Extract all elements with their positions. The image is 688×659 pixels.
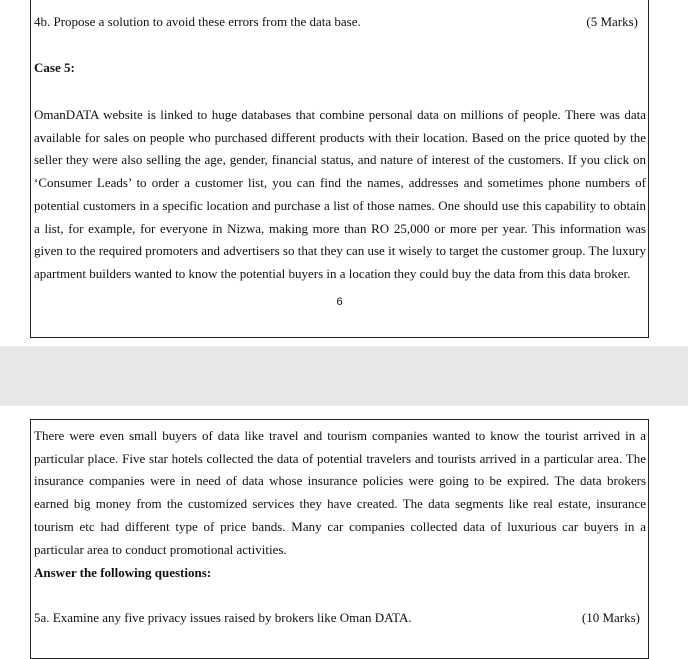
case-title: Case 5:	[34, 60, 75, 75]
continuation-paragraph: There were even small buyers of data like travel and tourism companies wanted to know the tourist arrived in a particular place. Five star hotels collected the data of potential travelers and tourists arrived in a particular area. The insurance companies were in need of data whose insurance policies were going to be expired. The data brokers earned big money from the customized services they have created. The data segments like real estate, insurance tourism etc had different type of price bands. Many car companies collected data of luxurious car buyers in a particular area to conduct promotional activities.	[34, 428, 646, 557]
question-5a-text: 5a. Examine any five privacy issues raised by brokers like Oman DATA.	[34, 610, 412, 625]
page-gap	[0, 346, 688, 406]
case-5-box	[30, 0, 649, 338]
question-4b-text: 4b. Propose a solution to avoid these errors from the data base.	[34, 14, 361, 29]
question-5a-marks: (10 Marks)	[581, 610, 640, 625]
case-paragraph: OmanDATA website is linked to huge databases that combine personal data on millions of people. There was data available for sales on people who purchased different products with their location. Based on the price quoted by the seller they were also selling the age, gender, financial status, and nature of interest of the customers. If you click on ‘Consumer Leads’ to order a customer list, you can find the names, addresses and sometimes phone numbers of potential customers in a specific location and purchase a list of those names. One should use this capability to obtain a list, for example, for everyone in Nizwa, making more than RO 25,000 or more per year. This information was given to the required promoters and advertisers so that they can use it wisely to target the customer group. The luxury apartment builders wanted to know the potential buyers in a location they could buy the data from this data broker.	[34, 107, 646, 281]
page-number: 6	[336, 296, 343, 308]
case-continuation-box	[30, 419, 649, 659]
question-4b-marks: (5 Marks)	[586, 14, 638, 29]
answer-heading: Answer the following questions:	[34, 565, 212, 580]
document-page-2	[0, 406, 688, 654]
